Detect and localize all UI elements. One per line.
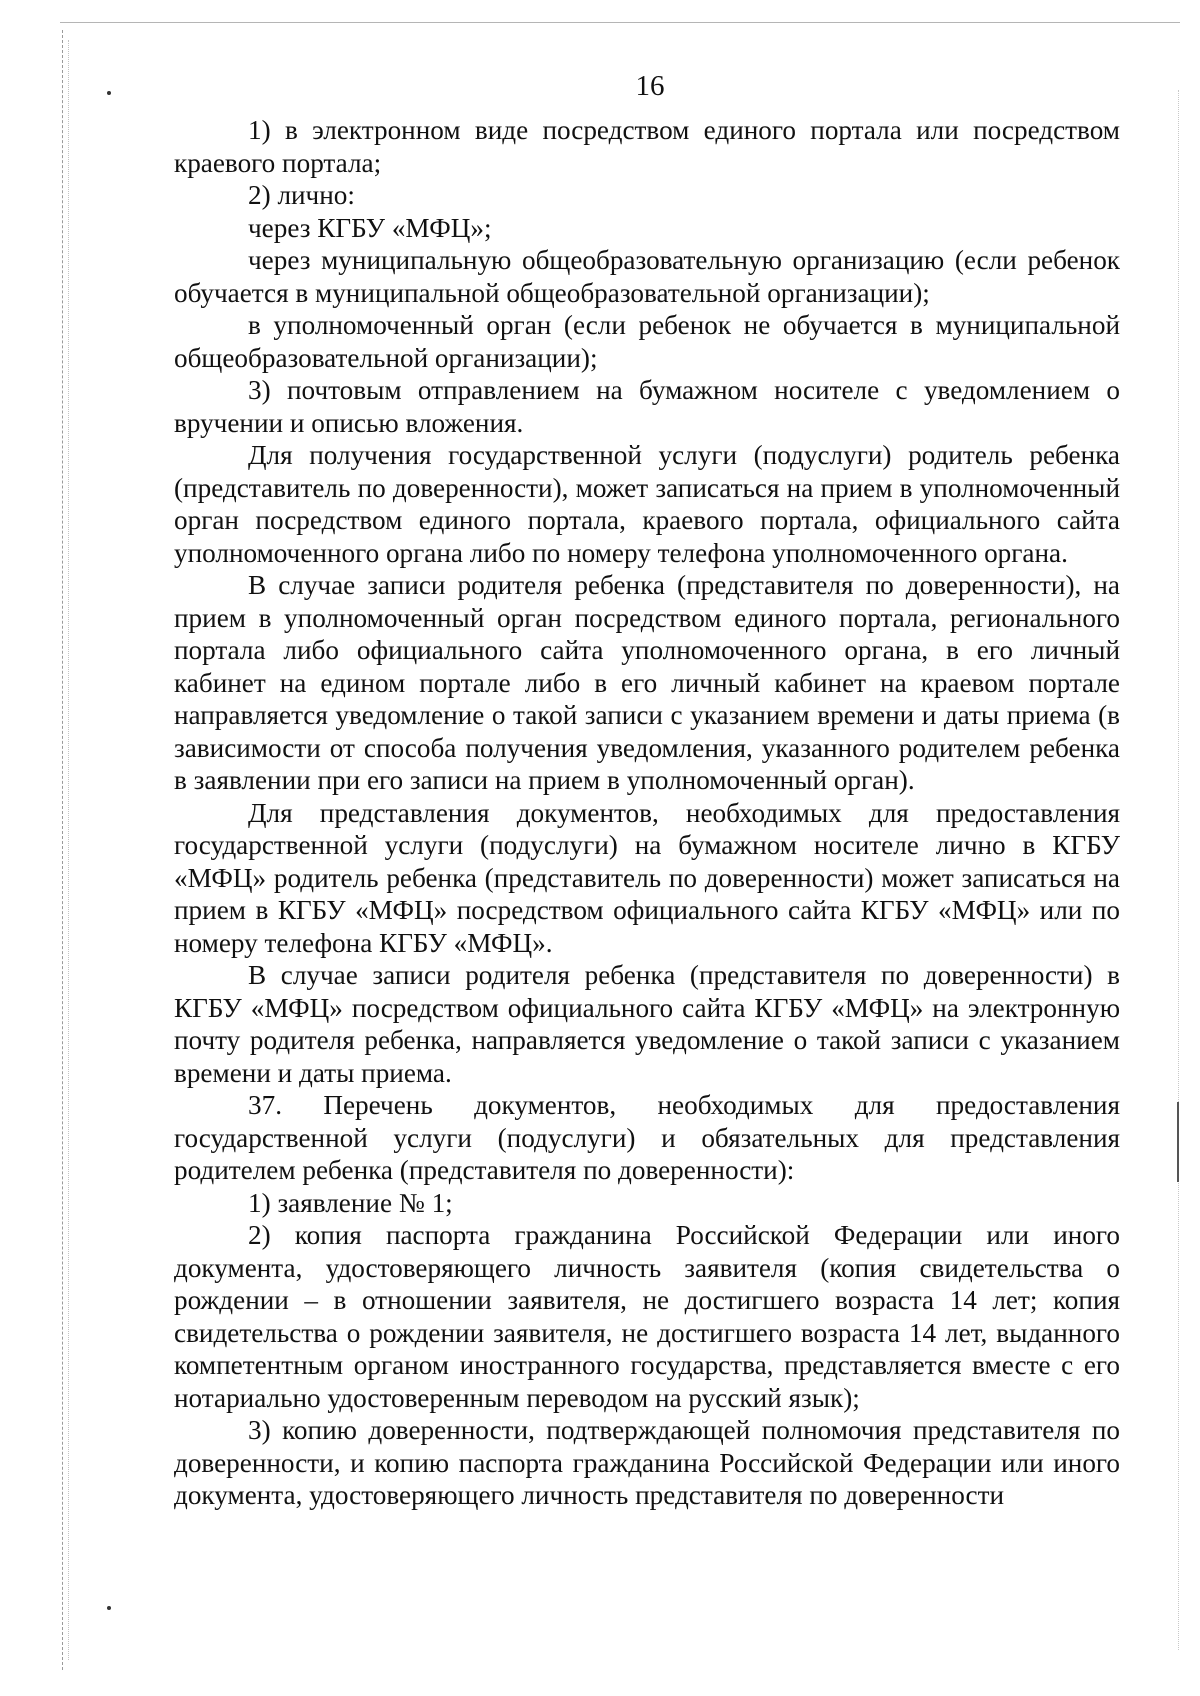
paragraph: в уполномоченный орган (если ребенок не обучается в муниципальной общеобразовательной организации); <box>174 310 1120 373</box>
paragraph: 2) лично: <box>248 180 355 210</box>
scan-edge-left <box>62 30 63 1670</box>
paragraph: 37. Перечень документов, необходимых для предоставления государственной услуги (подуслуги) и обязательных для представления родителем ребенка (представителя по доверенности): <box>174 1090 1120 1185</box>
paragraph: 3) почтовым отправлением на бумажном носителе с уведомлением о вручении и описью вложения. <box>174 375 1120 438</box>
paragraph: В случае записи родителя ребенка (представителя по доверенности), на прием в уполномоченный орган посредством единого портала, регионального портала либо официального сайта уполномоченного органа, в его личный кабинет на едином портале либо в его личный кабинет на краевом портале направляется уведомление о такой записи с указанием времени и даты приема (в зависимости от способа получения уведомления, указанного родителем ребенка в заявлении при его записи на прием в уполномоченный орган). <box>174 570 1120 795</box>
paragraph: В случае записи родителя ребенка (представителя по доверенности) в КГБУ «МФЦ» посредством официального сайта КГБУ «МФЦ» на электронную почту родителя ребенка, направляется уведомление о такой записи с указанием времени и даты приема. <box>174 960 1120 1088</box>
scan-edge-right <box>1178 90 1179 1650</box>
paragraph: через КГБУ «МФЦ»; <box>248 212 492 243</box>
scan-dot <box>107 1606 111 1610</box>
scan-edge-top <box>60 22 1180 23</box>
document-body <box>174 114 1120 1512</box>
paragraph: 2) копия паспорта гражданина Российской Федерации или иного документа, удостоверяющего личность заявителя (копия свидетельства о рождении – в отношении заявителя, не достигшего возраста 14 лет; копия свидетельства о рождении заявителя, не достигшего возраста 14 лет, выданного компетентным органом иностранного государства, представляется вместе с его нотариально удостоверенным переводом на русский язык); <box>174 1220 1120 1413</box>
scan-edge-left-inner <box>68 40 69 1660</box>
page-number: 16 <box>635 70 665 102</box>
paragraph: Для представления документов, необходимых для предоставления государственной услуги (подуслуги) на бумажном носителе лично в КГБУ «МФЦ» родитель ребенка (представитель по доверенности) может записаться на прием в КГБУ «МФЦ» посредством официального сайта КГБУ «МФЦ» или по номеру телефона КГБУ «МФЦ». <box>174 797 1120 958</box>
paragraph: 1) в электронном виде посредством единого портала или посредством краевого портала; <box>174 115 1120 178</box>
paragraph: 3) копию доверенности, подтверждающей полномочия представителя по доверенности, и копию паспорта гражданина Российской Федерации или иного документа, удостоверяющего личность представителя по доверенности <box>174 1415 1120 1510</box>
scan-artifact-mark <box>1177 1102 1179 1182</box>
paragraph: Для получения государственной услуги (подуслуги) родитель ребенка (представитель по доверенности), может записаться на прием в уполномоченный орган посредством единого портала, краевого портала, официального сайта уполномоченного органа либо по номеру телефона уполномоченного органа. <box>174 440 1120 568</box>
paragraph: через муниципальную общеобразовательную организацию (если ребенок обучается в муниципальной общеобразовательной организации); <box>174 245 1120 308</box>
paragraph: 1) заявление № 1; <box>248 1187 453 1218</box>
